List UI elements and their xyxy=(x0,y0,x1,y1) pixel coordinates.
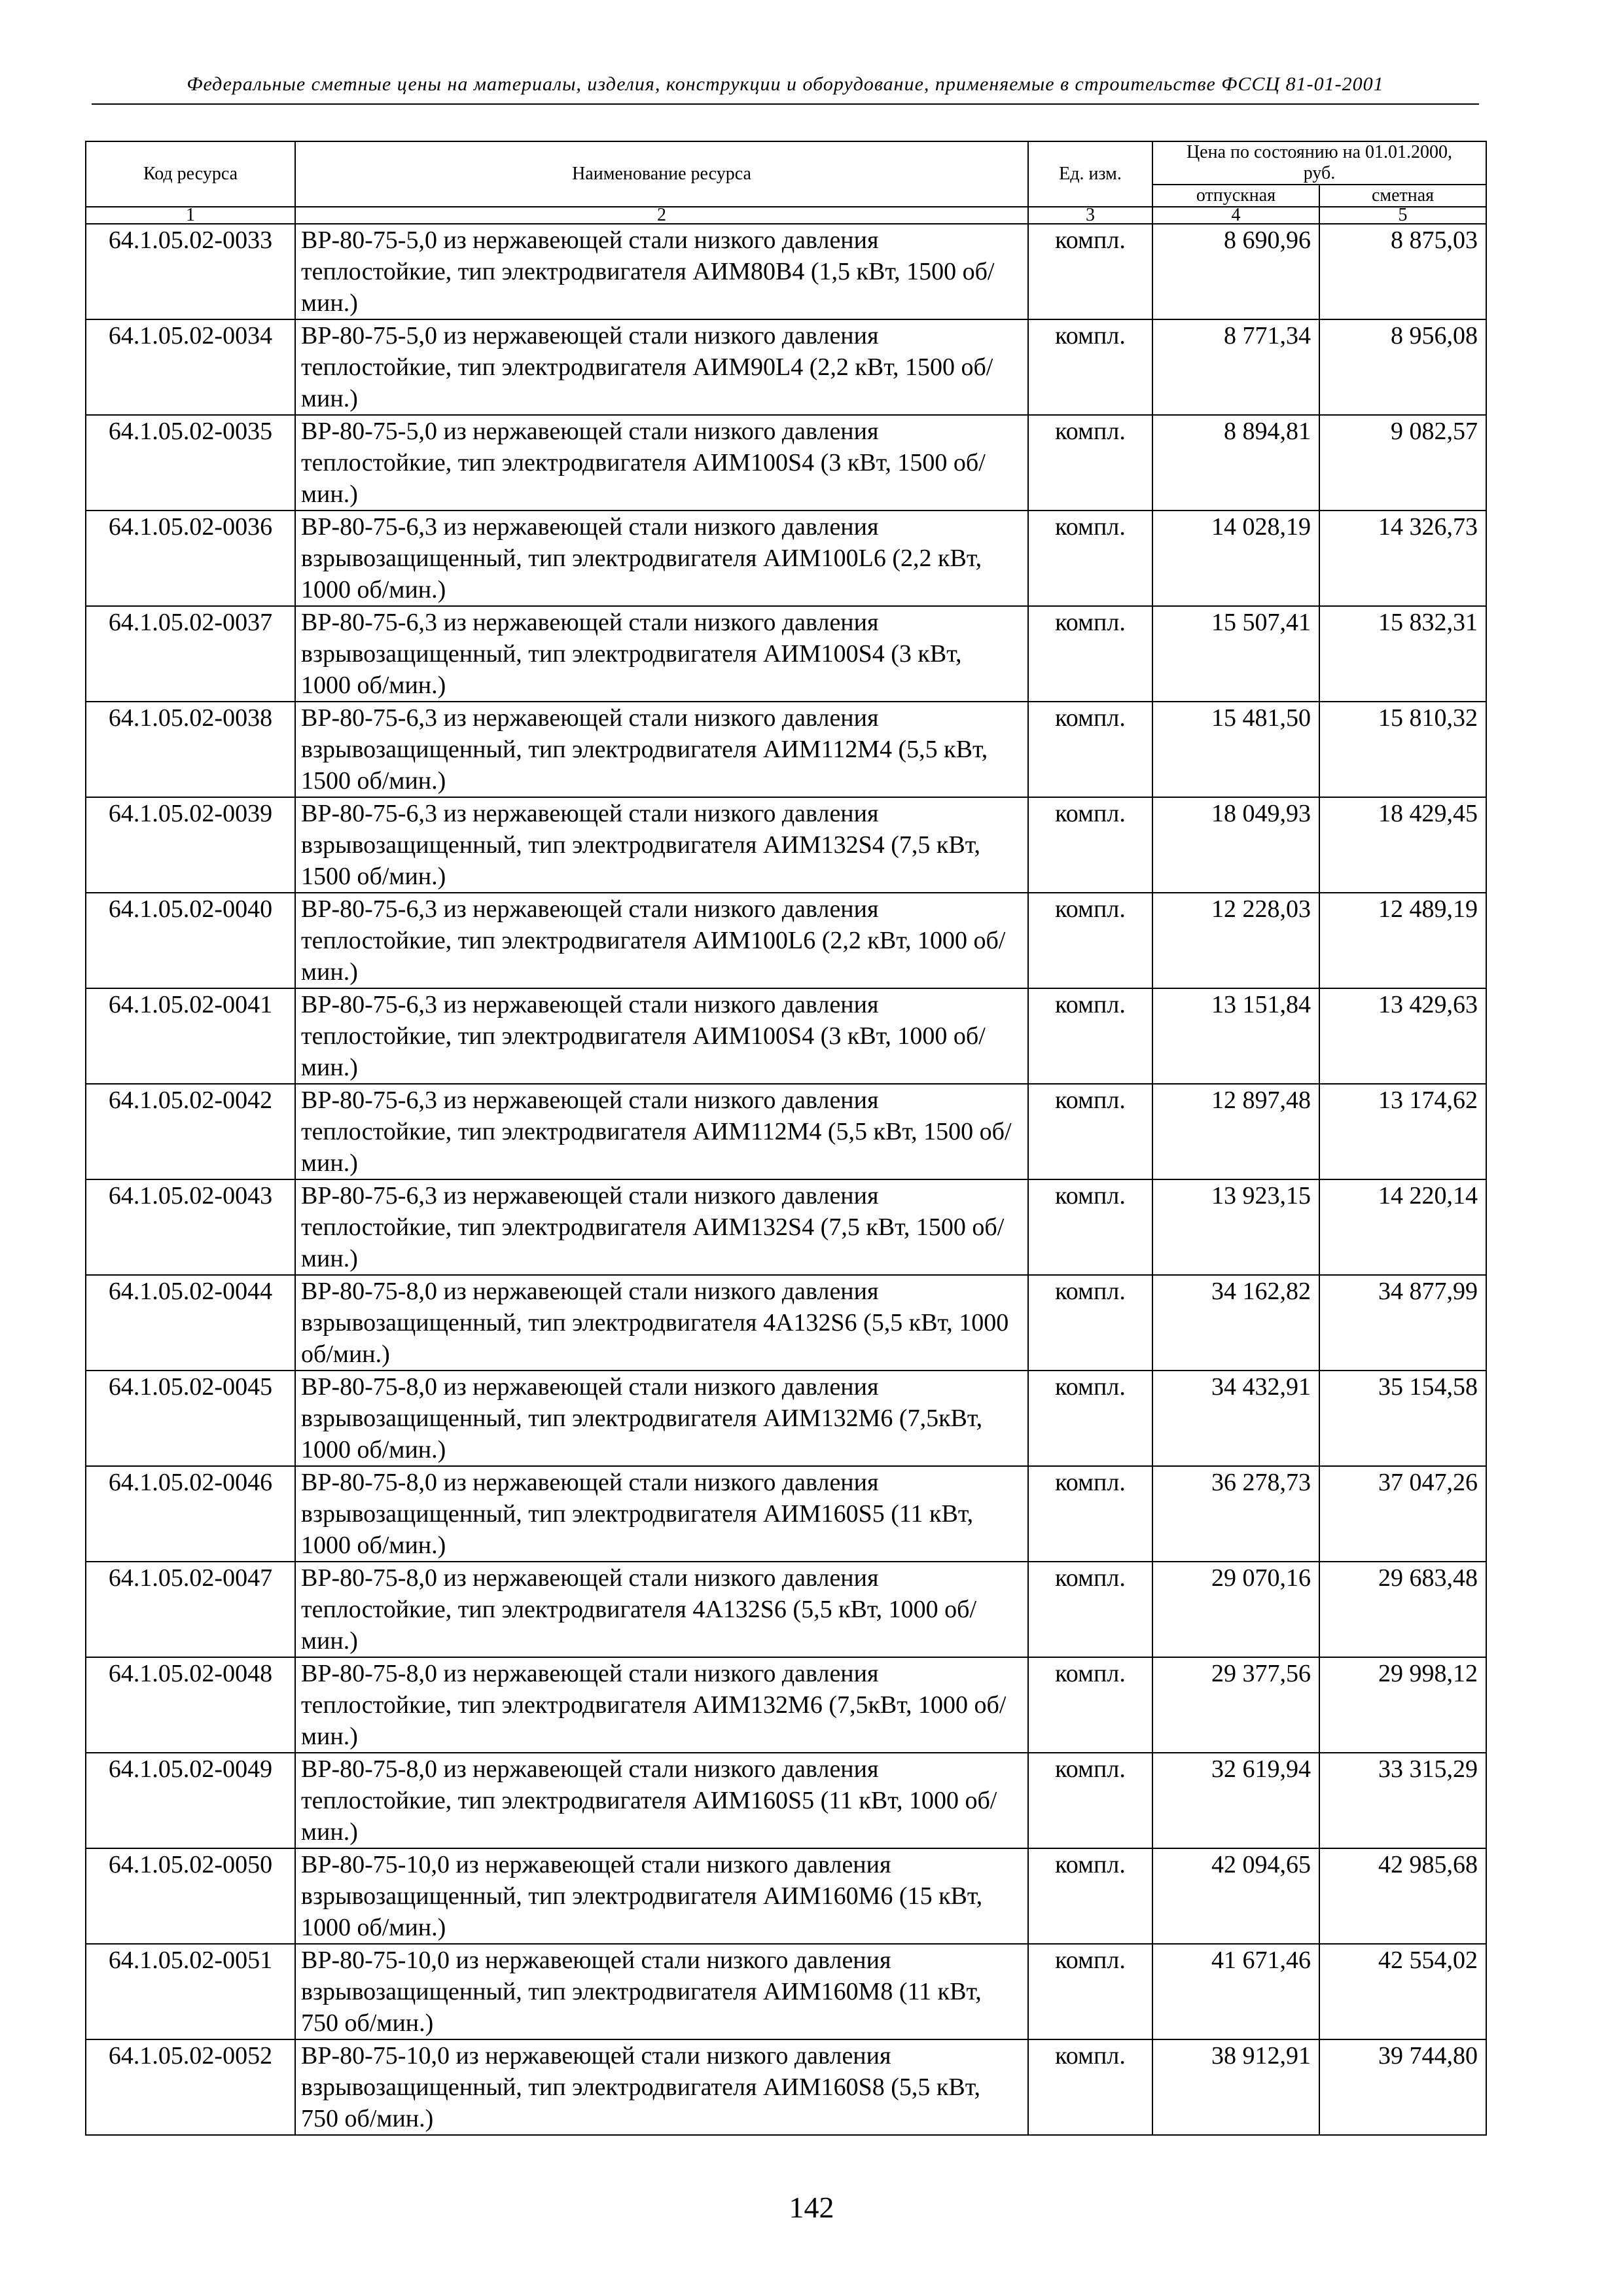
price-estimate: 18 429,45 xyxy=(1319,797,1486,893)
table-row xyxy=(86,606,1486,702)
table-row xyxy=(86,988,1486,1084)
resource-name: ВР-80-75-6,3 из нержавеющей стали низкого давления теплостойкие, тип электродвигателя АИМ100S4 (3 кВт, 1000 об/мин.) xyxy=(295,988,1028,1084)
resource-code: 64.1.05.02-0033 xyxy=(86,224,295,319)
table-row xyxy=(86,1179,1486,1275)
header-price-estimate: сметная xyxy=(1319,185,1486,207)
price-estimate: 39 744,80 xyxy=(1319,2039,1486,2135)
price-estimate: 37 047,26 xyxy=(1319,1466,1486,1562)
document-header: Федеральные сметные цены на материалы, изделия, конструкции и оборудование, применяемые в строительстве ФССЦ 81-01-2001 xyxy=(187,73,1384,95)
resource-code: 64.1.05.02-0048 xyxy=(86,1657,295,1753)
price-estimate: 15 832,31 xyxy=(1319,606,1486,702)
table-row xyxy=(86,1562,1486,1657)
header-code: Код ресурса xyxy=(86,141,295,207)
price-release: 14 028,19 xyxy=(1152,511,1319,606)
price-release: 8 690,96 xyxy=(1152,224,1319,319)
resource-code: 64.1.05.02-0034 xyxy=(86,319,295,415)
resource-code: 64.1.05.02-0045 xyxy=(86,1371,295,1466)
resource-name: ВР-80-75-6,3 из нержавеющей стали низкого давления теплостойкие, тип электродвигателя АИМ132S4 (7,5 кВт, 1500 об/мин.) xyxy=(295,1179,1028,1275)
header-price-group: Цена по состоянию на 01.01.2000, руб. xyxy=(1152,141,1486,185)
price-release: 8 894,81 xyxy=(1152,415,1319,511)
table-row xyxy=(86,702,1486,797)
header-unit: Ед. изм. xyxy=(1028,141,1152,207)
resource-name: ВР-80-75-8,0 из нержавеющей стали низкого давления взрывозащищенный, тип электродвигателя АИМ132М6 (7,5кВт, 1000 об/мин.) xyxy=(295,1371,1028,1466)
table-row xyxy=(86,2039,1486,2135)
resource-code: 64.1.05.02-0049 xyxy=(86,1753,295,1848)
table-row xyxy=(86,1371,1486,1466)
resource-code: 64.1.05.02-0038 xyxy=(86,702,295,797)
resource-unit: компл. xyxy=(1028,1371,1152,1466)
resource-code: 64.1.05.02-0050 xyxy=(86,1848,295,1944)
price-estimate: 42 554,02 xyxy=(1319,1944,1486,2039)
resource-unit: компл. xyxy=(1028,1848,1152,1944)
resource-name: ВР-80-75-6,3 из нержавеющей стали низкого давления взрывозащищенный, тип электродвигателя АИМ100S4 (3 кВт, 1000 об/мин.) xyxy=(295,606,1028,702)
price-release: 29 377,56 xyxy=(1152,1657,1319,1753)
resource-unit: компл. xyxy=(1028,511,1152,606)
table-row xyxy=(86,1466,1486,1562)
resource-name: ВР-80-75-5,0 из нержавеющей стали низкого давления теплостойкие, тип электродвигателя АИМ90L4 (2,2 кВт, 1500 об/мин.) xyxy=(295,319,1028,415)
resource-unit: компл. xyxy=(1028,606,1152,702)
resource-name: ВР-80-75-8,0 из нержавеющей стали низкого давления взрывозащищенный, тип электродвигателя 4А132S6 (5,5 кВт, 1000 об/мин.) xyxy=(295,1275,1028,1371)
price-release: 8 771,34 xyxy=(1152,319,1319,415)
column-number-2: 2 xyxy=(295,207,1028,224)
table-row xyxy=(86,415,1486,511)
price-release: 38 912,91 xyxy=(1152,2039,1319,2135)
table-row xyxy=(86,1657,1486,1753)
resource-code: 64.1.05.02-0041 xyxy=(86,988,295,1084)
resource-unit: компл. xyxy=(1028,2039,1152,2135)
price-estimate: 35 154,58 xyxy=(1319,1371,1486,1466)
table-row xyxy=(86,319,1486,415)
table-row xyxy=(86,1753,1486,1848)
resource-code: 64.1.05.02-0037 xyxy=(86,606,295,702)
resource-code: 64.1.05.02-0036 xyxy=(86,511,295,606)
price-release: 12 228,03 xyxy=(1152,893,1319,988)
price-estimate: 42 985,68 xyxy=(1319,1848,1486,1944)
resource-unit: компл. xyxy=(1028,319,1152,415)
resource-name: ВР-80-75-5,0 из нержавеющей стали низкого давления теплостойкие, тип электродвигателя АИМ100S4 (3 кВт, 1500 об/мин.) xyxy=(295,415,1028,511)
column-number-1: 1 xyxy=(86,207,295,224)
page-number: 142 xyxy=(789,2191,834,2224)
resource-code: 64.1.05.02-0043 xyxy=(86,1179,295,1275)
resource-code: 64.1.05.02-0046 xyxy=(86,1466,295,1562)
price-release: 32 619,94 xyxy=(1152,1753,1319,1848)
price-estimate: 15 810,32 xyxy=(1319,702,1486,797)
resource-unit: компл. xyxy=(1028,702,1152,797)
resource-unit: компл. xyxy=(1028,1466,1152,1562)
resource-code: 64.1.05.02-0051 xyxy=(86,1944,295,2039)
table-body xyxy=(86,224,1486,2135)
resource-name: ВР-80-75-6,3 из нержавеющей стали низкого давления теплостойкие, тип электродвигателя АИМ100L6 (2,2 кВт, 1000 об/мин.) xyxy=(295,893,1028,988)
resource-name: ВР-80-75-6,3 из нержавеющей стали низкого давления теплостойкие, тип электродвигателя АИМ112М4 (5,5 кВт, 1500 об/мин.) xyxy=(295,1084,1028,1179)
resource-unit: компл. xyxy=(1028,1179,1152,1275)
header-price-release: отпускная xyxy=(1152,185,1319,207)
header-name: Наименование ресурса xyxy=(295,141,1028,207)
resource-name: ВР-80-75-10,0 из нержавеющей стали низкого давления взрывозащищенный, тип электродвигателя АИМ160М8 (11 кВт, 750 об/мин.) xyxy=(295,1944,1028,2039)
price-estimate: 12 489,19 xyxy=(1319,893,1486,988)
price-estimate: 8 875,03 xyxy=(1319,224,1486,319)
resource-name: ВР-80-75-8,0 из нержавеющей стали низкого давления взрывозащищенный, тип электродвигателя АИМ160S5 (11 кВт, 1000 об/мин.) xyxy=(295,1466,1028,1562)
price-release: 12 897,48 xyxy=(1152,1084,1319,1179)
price-release: 29 070,16 xyxy=(1152,1562,1319,1657)
table-row xyxy=(86,511,1486,606)
table-row xyxy=(86,1944,1486,2039)
resource-unit: компл. xyxy=(1028,415,1152,511)
price-release: 42 094,65 xyxy=(1152,1848,1319,1944)
resource-code: 64.1.05.02-0047 xyxy=(86,1562,295,1657)
resource-name: ВР-80-75-8,0 из нержавеющей стали низкого давления теплостойкие, тип электродвигателя 4А132S6 (5,5 кВт, 1000 об/мин.) xyxy=(295,1562,1028,1657)
resource-name: ВР-80-75-10,0 из нержавеющей стали низкого давления взрывозащищенный, тип электродвигателя АИМ160S8 (5,5 кВт, 750 об/мин.) xyxy=(295,2039,1028,2135)
resource-name: ВР-80-75-5,0 из нержавеющей стали низкого давления теплостойкие, тип электродвигателя АИМ80В4 (1,5 кВт, 1500 об/мин.) xyxy=(295,224,1028,319)
price-release: 34 432,91 xyxy=(1152,1371,1319,1466)
price-release: 41 671,46 xyxy=(1152,1944,1319,2039)
price-estimate: 14 220,14 xyxy=(1319,1179,1486,1275)
price-release: 13 923,15 xyxy=(1152,1179,1319,1275)
price-estimate: 9 082,57 xyxy=(1319,415,1486,511)
column-number-5: 5 xyxy=(1319,207,1486,224)
resource-price-table xyxy=(85,141,1487,2136)
column-number-4: 4 xyxy=(1152,207,1319,224)
resource-name: ВР-80-75-6,3 из нержавеющей стали низкого давления взрывозащищенный, тип электродвигателя АИМ132S4 (7,5 кВт, 1500 об/мин.) xyxy=(295,797,1028,893)
resource-name: ВР-80-75-10,0 из нержавеющей стали низкого давления взрывозащищенный, тип электродвигателя АИМ160М6 (15 кВт, 1000 об/мин.) xyxy=(295,1848,1028,1944)
price-release: 15 507,41 xyxy=(1152,606,1319,702)
resource-unit: компл. xyxy=(1028,1084,1152,1179)
resource-code: 64.1.05.02-0040 xyxy=(86,893,295,988)
resource-unit: компл. xyxy=(1028,988,1152,1084)
resource-unit: компл. xyxy=(1028,893,1152,988)
price-release: 15 481,50 xyxy=(1152,702,1319,797)
resource-code: 64.1.05.02-0035 xyxy=(86,415,295,511)
price-estimate: 34 877,99 xyxy=(1319,1275,1486,1371)
table-row xyxy=(86,1084,1486,1179)
resource-unit: компл. xyxy=(1028,1657,1152,1753)
resource-code: 64.1.05.02-0052 xyxy=(86,2039,295,2135)
price-estimate: 29 998,12 xyxy=(1319,1657,1486,1753)
price-estimate: 29 683,48 xyxy=(1319,1562,1486,1657)
price-release: 18 049,93 xyxy=(1152,797,1319,893)
column-number-3: 3 xyxy=(1028,207,1152,224)
resource-code: 64.1.05.02-0044 xyxy=(86,1275,295,1371)
table-row xyxy=(86,1275,1486,1371)
table-row xyxy=(86,224,1486,319)
price-estimate: 14 326,73 xyxy=(1319,511,1486,606)
table-row xyxy=(86,1848,1486,1944)
resource-name: ВР-80-75-6,3 из нержавеющей стали низкого давления взрывозащищенный, тип электродвигателя АИМ112М4 (5,5 кВт, 1500 об/мин.) xyxy=(295,702,1028,797)
price-estimate: 33 315,29 xyxy=(1319,1753,1486,1848)
price-estimate: 13 174,62 xyxy=(1319,1084,1486,1179)
price-release: 34 162,82 xyxy=(1152,1275,1319,1371)
resource-name: ВР-80-75-6,3 из нержавеющей стали низкого давления взрывозащищенный, тип электродвигателя АИМ100L6 (2,2 кВт, 1000 об/мин.) xyxy=(295,511,1028,606)
price-estimate: 8 956,08 xyxy=(1319,319,1486,415)
resource-unit: компл. xyxy=(1028,224,1152,319)
resource-unit: компл. xyxy=(1028,1275,1152,1371)
resource-unit: компл. xyxy=(1028,1944,1152,2039)
table-row xyxy=(86,893,1486,988)
resource-name: ВР-80-75-8,0 из нержавеющей стали низкого давления теплостойкие, тип электродвигателя АИМ132М6 (7,5кВт, 1000 об/мин.) xyxy=(295,1657,1028,1753)
resource-name: ВР-80-75-8,0 из нержавеющей стали низкого давления теплостойкие, тип электродвигателя АИМ160S5 (11 кВт, 1000 об/мин.) xyxy=(295,1753,1028,1848)
price-estimate: 13 429,63 xyxy=(1319,988,1486,1084)
resource-unit: компл. xyxy=(1028,1562,1152,1657)
resource-code: 64.1.05.02-0042 xyxy=(86,1084,295,1179)
price-release: 36 278,73 xyxy=(1152,1466,1319,1562)
resource-unit: компл. xyxy=(1028,1753,1152,1848)
resource-code: 64.1.05.02-0039 xyxy=(86,797,295,893)
table-row xyxy=(86,797,1486,893)
price-release: 13 151,84 xyxy=(1152,988,1319,1084)
resource-unit: компл. xyxy=(1028,797,1152,893)
header-rule xyxy=(92,103,1479,105)
